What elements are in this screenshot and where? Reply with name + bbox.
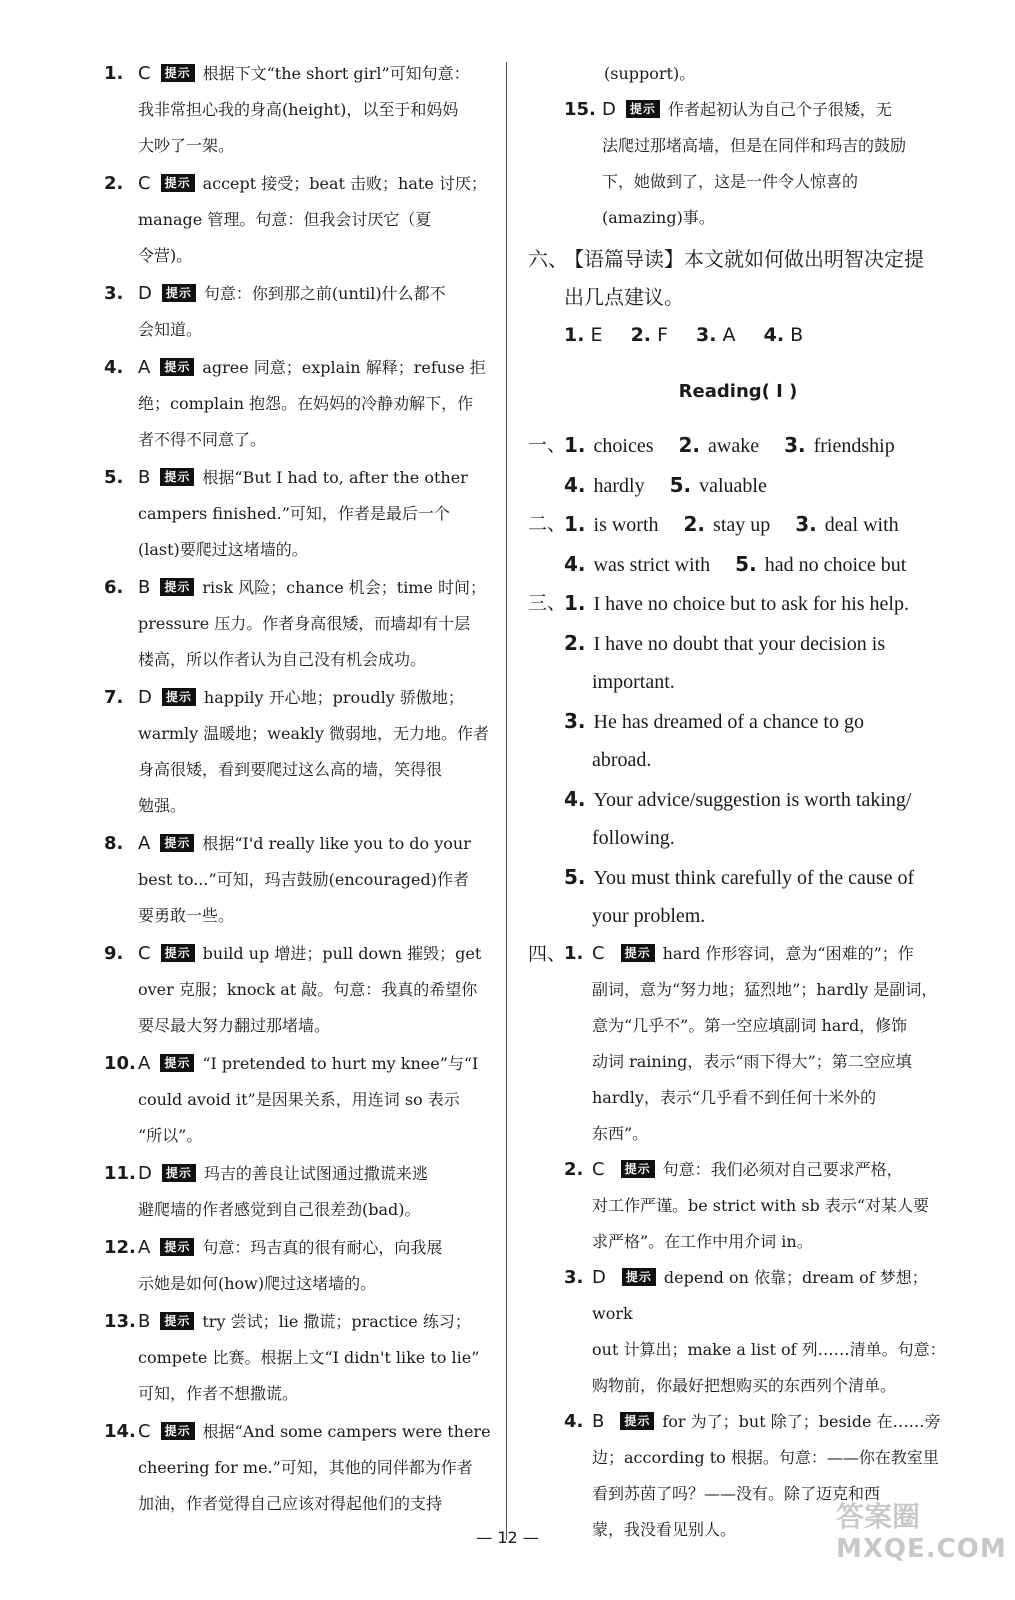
answer-number: 2. <box>683 512 706 536</box>
item-line: 求严格”。在工作中用介词 in。 <box>592 1231 813 1251</box>
part-4-item <box>528 936 948 972</box>
answer-number: 3. <box>795 512 817 536</box>
item-line: out 计算出；make a list of 列……清单。句意： <box>592 1339 946 1359</box>
item-line: 看到苏茵了吗？——没有。除了迈克和西 <box>592 1483 881 1503</box>
item-line: pressure 压力。作者身高很矮，而墙却有十层 <box>138 614 471 633</box>
watermark-top: 答案圈 <box>836 1500 921 1533</box>
hint-badge: 提示 <box>160 1054 194 1072</box>
hint-badge: 提示 <box>621 1160 655 1178</box>
item-line: 示她是如何(how)爬过这堵墙的。 <box>138 1274 377 1293</box>
answer-value: was strict with <box>593 553 711 576</box>
section-mark: 四、 <box>528 942 567 965</box>
item-number: 14. <box>104 1421 136 1442</box>
answer-number: 2. <box>630 324 652 346</box>
hint-badge: 提示 <box>161 944 195 962</box>
item-line: campers finished.”可知，作者是最后一个 <box>138 504 450 523</box>
item-number: 3. <box>564 1266 584 1288</box>
answer-item <box>104 460 496 496</box>
item-line: 玛吉的善良让试图通过撒谎来逃 <box>203 1164 428 1183</box>
answer-value: awake <box>708 435 760 457</box>
item-number: 2. <box>564 1158 584 1180</box>
column-divider <box>506 62 507 1540</box>
item-line: 作者起初认为自己个子很矮，无 <box>667 100 892 119</box>
item-line: depend on 依靠；dream of 梦想；work <box>592 1267 928 1323</box>
answer-number: 3. <box>696 324 717 346</box>
carry-over-text: (support)。 <box>604 64 696 83</box>
hint-badge: 提示 <box>162 688 196 706</box>
item-line: accept 接受；beat 击败；hate 讨厌； <box>202 174 487 193</box>
answer-value: is worth <box>593 514 659 536</box>
item-line: try 尝试；lie 撒谎；practice 练习； <box>202 1312 471 1331</box>
answer-value: stay up <box>713 514 771 536</box>
item-answer: A <box>138 833 151 854</box>
right-column <box>528 56 948 1548</box>
item-line: 避爬墙的作者感觉到自己很差劲(bad)。 <box>138 1200 421 1219</box>
item-line: 会知道。 <box>138 320 203 339</box>
item-answer: B <box>592 1410 605 1432</box>
item-number: 9. <box>104 943 124 964</box>
section-6-answers <box>528 316 948 354</box>
part-1-row-1 <box>528 426 948 466</box>
item-number: 7. <box>104 687 124 708</box>
item-answer: B <box>138 577 151 598</box>
item-number: 11. <box>104 1163 136 1184</box>
answer-number: 1. <box>564 324 585 346</box>
answer-item <box>104 166 496 202</box>
item-line: manage 管理。句意：但我会讨厌它（夏 <box>138 210 432 229</box>
hint-badge: 提示 <box>162 284 196 302</box>
answer-item <box>104 1414 496 1450</box>
answer-item <box>104 1304 496 1340</box>
answer-item <box>104 570 496 606</box>
hint-badge: 提示 <box>161 174 195 192</box>
item-number: 3. <box>104 283 124 304</box>
section-heading-text: 【语篇导读】本文就如何做出明智决定提 <box>564 247 924 271</box>
hint-badge: 提示 <box>160 834 194 852</box>
answer-sentence: I have no choice but to ask for his help. <box>593 593 909 615</box>
item-answer: C <box>592 942 605 964</box>
part-4-item <box>528 1152 948 1188</box>
item-line: 要勇敢一些。 <box>138 906 235 925</box>
answer-value: A <box>722 324 736 346</box>
watermark-bottom: MXQE.COM <box>836 1534 1007 1564</box>
part-3-item-2 <box>528 624 948 664</box>
item-line: hardly，表示“几乎看不到任何十米外的 <box>592 1087 877 1107</box>
item-line: 动词 raining，表示“雨下得大”；第二空应填 <box>592 1051 912 1071</box>
answer-sentence: You must think carefully of the cause of <box>593 866 915 889</box>
hint-badge: 提示 <box>622 1268 656 1286</box>
item-line: 加油，作者觉得自己应该对得起他们的支持 <box>138 1494 443 1513</box>
part-4 <box>528 936 948 1548</box>
item-line: 句意：玛吉真的很有耐心，向我展 <box>202 1238 443 1257</box>
item-number: 5. <box>104 467 124 488</box>
part-2-row-1 <box>528 505 948 545</box>
hint-badge: 提示 <box>162 1164 196 1182</box>
item-line: “所以”。 <box>138 1126 203 1145</box>
answer-item <box>104 276 496 312</box>
part-4-item <box>528 1404 948 1440</box>
answer-item <box>104 936 496 972</box>
answer-number: 3. <box>564 708 586 733</box>
item-line: over 克服；knock at 敲。句意：我真的希望你 <box>138 980 478 999</box>
answer-sentence-cont: your problem. <box>592 905 706 927</box>
answer-number: 5. <box>735 551 757 576</box>
answer-value: F <box>657 324 668 346</box>
answer-item <box>104 826 496 862</box>
item-line: for 为了；but 除了；beside 在……旁 <box>662 1411 941 1431</box>
part-3-item-5 <box>528 858 948 898</box>
section-heading-cont: 出几点建议。 <box>564 285 684 309</box>
answer-item <box>104 1156 496 1192</box>
hint-badge: 提示 <box>626 100 660 118</box>
answer-value: had no choice but <box>764 553 907 576</box>
part-2-row-2 <box>528 545 948 585</box>
item-number: 15. <box>564 99 596 120</box>
item-answer: D <box>138 1163 152 1184</box>
item-line: 根据“But I had to, after the other <box>202 468 468 487</box>
item-line: 东西”。 <box>592 1123 649 1143</box>
answer-sentence: He has dreamed of a chance to go <box>593 710 864 733</box>
answer-number: 4. <box>564 551 586 576</box>
answer-number: 5. <box>669 472 692 497</box>
item-number: 4. <box>564 1410 584 1432</box>
answer-value: E <box>590 324 603 346</box>
item-answer: D <box>602 99 616 120</box>
item-line: 法爬过那堵高墙，但是在同伴和玛吉的鼓励 <box>602 136 907 155</box>
answer-sentence-cont: following. <box>592 827 675 849</box>
hint-badge: 提示 <box>160 578 194 596</box>
part-1-row-2 <box>528 466 948 506</box>
answer-item <box>104 56 496 92</box>
answer-item <box>104 680 496 716</box>
answer-value: deal with <box>824 514 899 536</box>
item-answer: B <box>138 467 151 488</box>
item-number: 10. <box>104 1053 136 1074</box>
item-line: 副词，意为“努力地；猛烈地”；hardly 是副词， <box>592 979 938 999</box>
item-line: 绝；complain 抱怨。在妈妈的冷静劝解下，作 <box>138 394 474 413</box>
left-column <box>104 56 496 1522</box>
item-line: 勉强。 <box>138 796 187 815</box>
item-line: 下，她做到了，这是一件令人惊喜的 <box>602 172 859 191</box>
page-number: — 12 — <box>476 1528 539 1547</box>
answer-item <box>104 1046 496 1082</box>
answer-number: 4. <box>763 324 785 346</box>
item-line: (last)要爬过这堵墙的。 <box>138 540 308 559</box>
item-line: 大吵了一架。 <box>138 136 235 155</box>
item-line: (amazing)事。 <box>602 208 715 227</box>
answer-item-15 <box>528 92 948 128</box>
hint-badge: 提示 <box>160 1238 194 1256</box>
answer-sentence: Your advice/suggestion is worth taking/ <box>593 788 912 811</box>
section-6-heading <box>528 240 948 278</box>
item-line: “I pretended to hurt my knee”与“I <box>202 1054 479 1073</box>
item-line: happily 开心地；proudly 骄傲地； <box>203 688 464 707</box>
watermark-logo <box>836 1500 1007 1564</box>
item-line: 根据“I'd really like you to do your <box>202 834 471 853</box>
item-answer: D <box>138 283 152 304</box>
item-number: 8. <box>104 833 124 854</box>
item-answer: A <box>138 357 151 378</box>
hint-badge: 提示 <box>160 468 194 486</box>
reading-title: Reading( Ⅰ ) <box>678 381 798 402</box>
part-3-item-1 <box>528 584 948 624</box>
item-line: 意为“几乎不”。第一空应填副词 hard，修饰 <box>592 1015 908 1035</box>
item-number: 2. <box>104 173 124 194</box>
item-line: build up 增进；pull down 摧毁；get <box>202 944 482 963</box>
hint-badge: 提示 <box>161 64 195 82</box>
item-answer: A <box>138 1053 151 1074</box>
item-line: 句意：我们必须对自己要求严格， <box>662 1159 903 1179</box>
item-line: could avoid it”是因果关系，用连词 so 表示 <box>138 1090 460 1109</box>
item-number: 1. <box>104 63 124 84</box>
item-line: risk 风险；chance 机会；time 时间； <box>202 578 487 597</box>
answer-number: 2. <box>678 433 701 457</box>
item-line: 边；according to 根据。句意：——你在教室里 <box>592 1447 939 1467</box>
item-answer: D <box>592 1266 606 1288</box>
item-line: 蒙，我没看见别人。 <box>592 1519 737 1539</box>
item-line: 句意：你到那之前(until)什么都不 <box>203 284 446 303</box>
item-answer: C <box>592 1158 605 1180</box>
part-3-item-3 <box>528 702 948 742</box>
item-answer: C <box>138 173 151 194</box>
answer-number: 1. <box>564 591 586 615</box>
item-line: 要尽最大努力翻过那堵墙。 <box>138 1016 331 1035</box>
item-line: agree 同意；explain 解释；refuse 拒 <box>202 358 486 377</box>
section-mark: 三、 <box>528 592 567 614</box>
item-line: 对工作严谨。be strict with sb 表示“对某人要 <box>592 1195 930 1215</box>
answer-number: 1. <box>564 512 586 536</box>
section-mark: 一、 <box>528 434 567 456</box>
item-line: compete 比赛。根据上文“I didn't like to lie” <box>138 1348 480 1367</box>
part-3-item-4 <box>528 780 948 820</box>
answer-value: friendship <box>813 435 895 457</box>
answer-sentence-cont: abroad. <box>592 749 652 771</box>
section-mark: 六、 <box>528 247 568 271</box>
answer-value: valuable <box>699 474 767 497</box>
item-answer: D <box>138 687 152 708</box>
item-number: 13. <box>104 1311 136 1332</box>
hint-badge: 提示 <box>160 1312 194 1330</box>
answer-item <box>104 350 496 386</box>
hint-badge: 提示 <box>621 944 655 962</box>
item-line: 根据下文“the short girl”可知句意： <box>202 64 470 83</box>
answer-item <box>104 1230 496 1266</box>
item-answer: C <box>138 63 151 84</box>
item-line: 楼高，所以作者认为自己没有机会成功。 <box>138 650 427 669</box>
answer-number: 2. <box>564 630 586 655</box>
answer-number: 1. <box>564 433 586 457</box>
item-line: warmly 温暖地；weakly 微弱地，无力地。作者 <box>138 724 489 743</box>
hint-badge: 提示 <box>161 1422 195 1440</box>
item-number: 12. <box>104 1237 136 1258</box>
item-line: 购物前，你最好把想购买的东西列个清单。 <box>592 1375 897 1395</box>
item-answer: C <box>138 943 151 964</box>
item-line: 令营)。 <box>138 246 193 265</box>
item-number: 4. <box>104 357 124 378</box>
item-answer: A <box>138 1237 151 1258</box>
hint-badge: 提示 <box>620 1412 654 1430</box>
item-answer: C <box>138 1421 151 1442</box>
answer-sentence-cont: important. <box>592 671 675 693</box>
item-line: 可知，作者不想撒谎。 <box>138 1384 299 1403</box>
answer-value: choices <box>593 435 654 457</box>
item-line: best to...”可知，玛吉鼓励(encouraged)作者 <box>138 870 469 889</box>
item-line: 者不得不同意了。 <box>138 430 267 449</box>
hint-badge: 提示 <box>160 358 194 376</box>
answer-number: 3. <box>784 433 806 457</box>
item-answer: B <box>138 1311 151 1332</box>
answer-value: hardly <box>593 474 645 497</box>
answer-value: B <box>790 324 804 346</box>
part-4-item <box>528 1260 948 1332</box>
item-line: 根据“And some campers were there <box>202 1422 491 1441</box>
item-line: cheering for me.”可知，其他的同伴都为作者 <box>138 1458 473 1477</box>
item-number: 6. <box>104 577 124 598</box>
item-line: 身高很矮，看到要爬过这么高的墙，笑得很 <box>138 760 443 779</box>
answer-number: 5. <box>564 864 586 889</box>
item-line: hard 作形容词，意为“困难的”；作 <box>662 943 914 963</box>
answer-number: 4. <box>564 786 586 811</box>
item-line: 我非常担心我的身高(height)，以至于和妈妈 <box>138 100 459 119</box>
section-mark: 二、 <box>528 513 567 535</box>
item-number: 1. <box>564 942 584 964</box>
answer-number: 4. <box>564 472 586 497</box>
answer-sentence: I have no doubt that your decision is <box>593 632 886 655</box>
